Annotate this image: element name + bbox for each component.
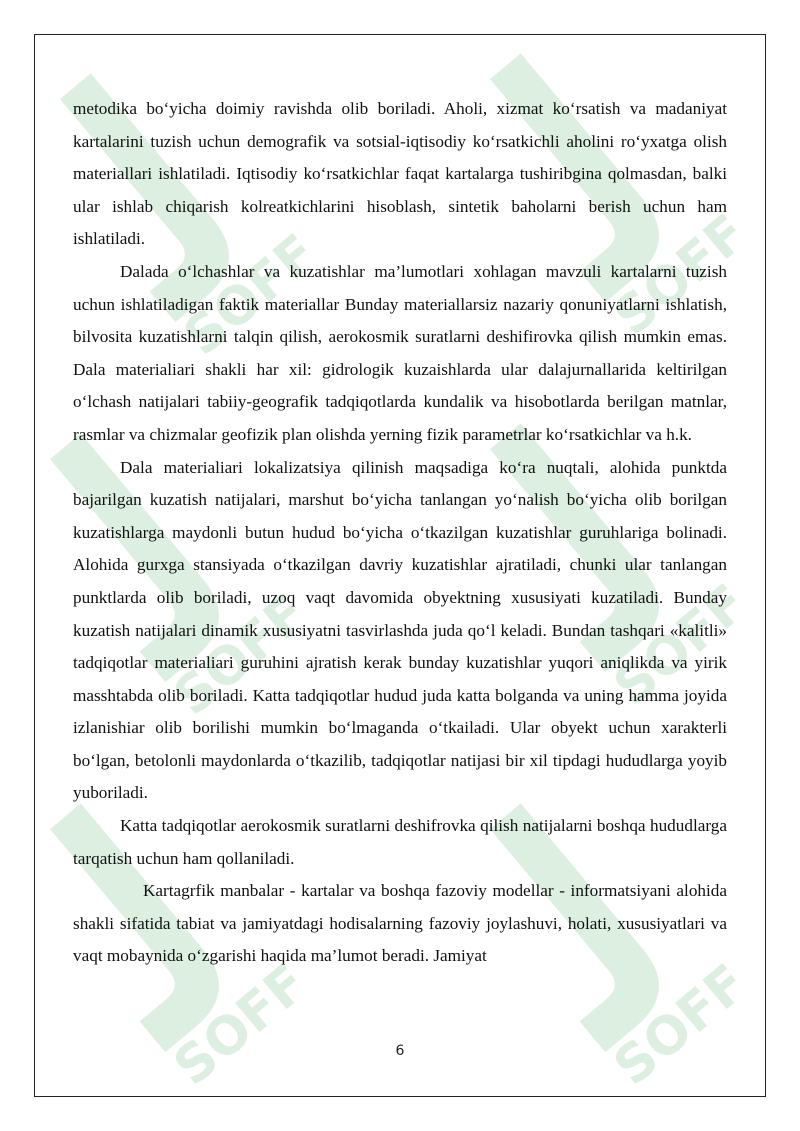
- page-number: 6: [395, 1043, 405, 1059]
- svg-text:SOFF: SOFF: [603, 573, 759, 718]
- paragraph: Dalada o‘lchashlar va kuzatishlar ma’lumotlari xohlagan mavzuli kartalarni tuzish uchun ishlatiladigan faktik materiallar Bunday materiallarsiz nazariy qonuniyatlarni ishlatish, bilvosita kuzatishlarni talqin qilish, aerokosmik suratlarni deshifirovka qilish mumkin emas. Dala materialiari shakli har xil: gidrologik kuzaishlarda ular dalajurnallarida keltirilgan o‘lchash natijalari tabiiy-geografik tadqiqotlarda kundalik va hisobotlarda berilgan matnlar, rasmlar va chizmalar geofizik plan olishda yerning fizik parametrlar ko‘rsatkichlar va h.k.: [73, 261, 727, 444]
- svg-text:SOFF: SOFF: [603, 203, 759, 348]
- paragraph: Dala materialiari lokalizatsiya qilinish maqsadiga ko‘ra nuqtali, alohida punktda bajarilgan kuzatish natijalari, marshut bo‘yicha tanlangan yo‘nalish bo‘yicha olib borilgan kuzatishlarga maydonli butun hudud bo‘yicha o‘tkazilgan kuzatishlar guruhlariga bolinadi. Alohida gurxga stansiyada o‘tkazilgan davriy kuzatishlar ajratiladi, chunki ular tanlangan punktlarda olib boriladi, uzoq vaqt davomida obyektning xususiyati kuzatiladi. Bunday kuzatish natijalari dinamik xususiyatni tasvirlashda juda qo‘l keladi. Bundan tashqari «kalitli» tadqiqotlar materialiari guruhini ajratish kerak bunday kuzatishlar yuqori aniqlikda va yirik masshtabda olib boriladi. Katta tadqiqotlar hudud juda katta bolganda va uning hamma joyida izlanishiar olib borilishi mumkin bo‘lmaganda o‘tkailadi. Ular obyekt uchun xarakterli bo‘lgan, betolonli maydonlarda o‘tkazilib, tadqiqotlar natijasi bir xil tipdagi hududlarga yoyib yuboriladi.: [73, 457, 727, 803]
- svg-text:SOFF: SOFF: [603, 953, 759, 1098]
- svg-text:SOFF: SOFF: [163, 953, 319, 1098]
- paragraph: metodika bo‘yicha doimiy ravishda olib boriladi. Aholi, xizmat ko‘rsatish va madaniyat kartalarini tuzish uchun demografik va sotsial-iqtisodiy ko‘rsatkichli aholini ro‘yxatga olish materiallari ishlatiladi. Iqtisodiy ko‘rsatkichlar faqat kartalarga tushiribgina qolmasdan, balki ular ishlab chiqarish kolreatkichlarini hisoblash, sintetik baholarni berish uchun ham ishlatiladi.: [73, 99, 727, 249]
- document-body: [73, 93, 727, 973]
- paragraph: Katta tadqiqotlar aerokosmik suratlarni deshifrovka qilish natijalarni boshqa hududlarga tarqatish uchun ham qollaniladi.: [73, 816, 727, 868]
- svg-text:SOFF: SOFF: [163, 583, 319, 728]
- svg-text:SOFF: SOFF: [173, 223, 329, 368]
- paragraph: Kartagrfik manbalar - kartalar va boshqa fazoviy modellar - informatsiyani alohida shakli sifatida tabiat va jamiyatdagi hodisalarning fazoviy joylashuvi, holati, xususiyatlari va vaqt mobaynida o‘zgarishi haqida ma’lumot beradi. Jamiyat: [73, 881, 727, 966]
